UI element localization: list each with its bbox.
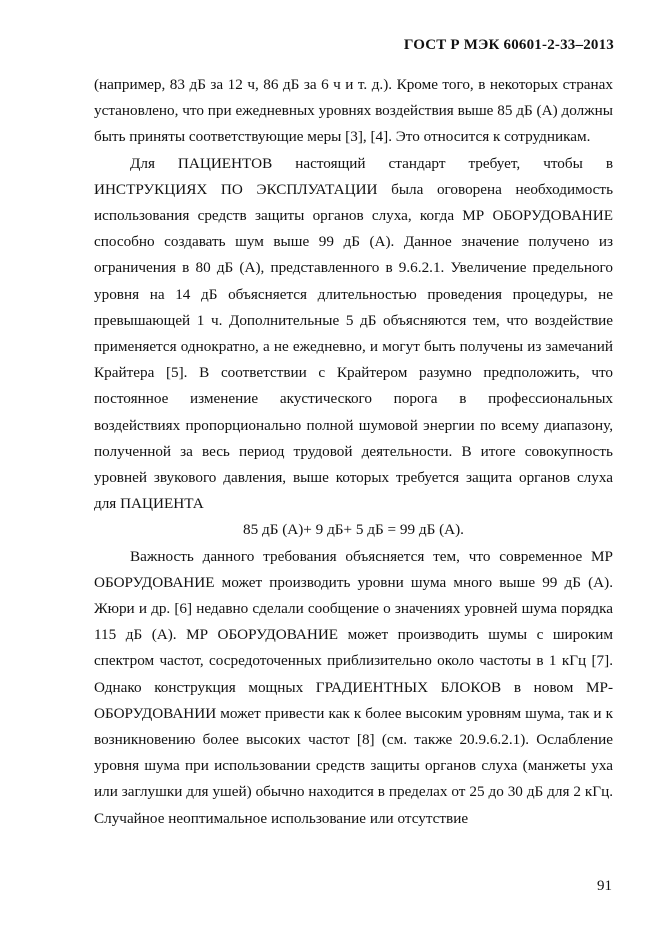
document-body <box>94 72 613 832</box>
noise-formula: 85 дБ (A)+ 9 дБ+ 5 дБ = 99 дБ (A). <box>243 521 464 539</box>
paragraph-patients: Для ПАЦИЕНТОВ настоящий стандарт требует, чтобы в ИНСТРУКЦИЯХ ПО ЭКСПЛУАТАЦИИ была оговорена необходимость использования средств защиты органов слуха, когда МР ОБОРУДОВАНИЕ способно создавать шум выше 99 дБ (A). Данное значение получено из ограничения в 80 дБ (A), представленного в 9.6.2.1. Увеличение предельного уровня на 14 дБ объясняется длительностью проведения процедуры, не превышающей 1 ч. Дополнительные 5 дБ объясняются тем, что воздействие применяется однократно, а не ежедневно, и могут быть получены из замечаний Крайтера [5]. В соответствии с Крайтером разумно предположить, что постоянное изменение акустического порога в профессиональных воздействиях пропорционально полной шумовой энергии по всему диапазону, полученной за весь период трудовой деятельности. В итоге совокупность уровней звукового давления, выше которых требуется защита органов слуха для ПАЦИЕНТА <box>94 154 613 513</box>
document-header: ГОСТ Р МЭК 60601-2-33–2013 <box>403 37 614 53</box>
paragraph-importance: Важность данного требования объясняется тем, что современное МР ОБОРУДОВАНИЕ может производить уровни шума много выше 99 дБ (A). Жюри и др. [6] недавно сделали сообщение о значениях уровней шума порядка 115 дБ (A). МР ОБОРУДОВАНИЕ может производить шумы с широким спектром частот, сосредоточенных приблизительно около частоты в 1 кГц [7]. Однако конструкция мощных ГРАДИЕНТНЫХ БЛОКОВ в новом МР-ОБОРУДОВАНИИ может привести как к более высоким уровням шума, так и к возникновению более высоких частот [8] (см. также 20.9.6.2.1). Ослабление уровня шума при использовании средств защиты органов слуха (манжеты уха или заглушки для ушей) обычно находится в пределах от 25 до 30 дБ для 2 кГц. Случайное неоптимальное использование или отсутствие <box>94 547 613 827</box>
page-number: 91 <box>597 878 612 894</box>
paragraph-continuation: (например, 83 дБ за 12 ч, 86 дБ за 6 ч и т. д.). Кроме того, в некоторых странах установлено, что при ежедневных уровнях воздействия выше 85 дБ (A) должны быть приняты соответствующие меры [3], [4]. Это относится к сотрудникам. <box>94 76 613 146</box>
